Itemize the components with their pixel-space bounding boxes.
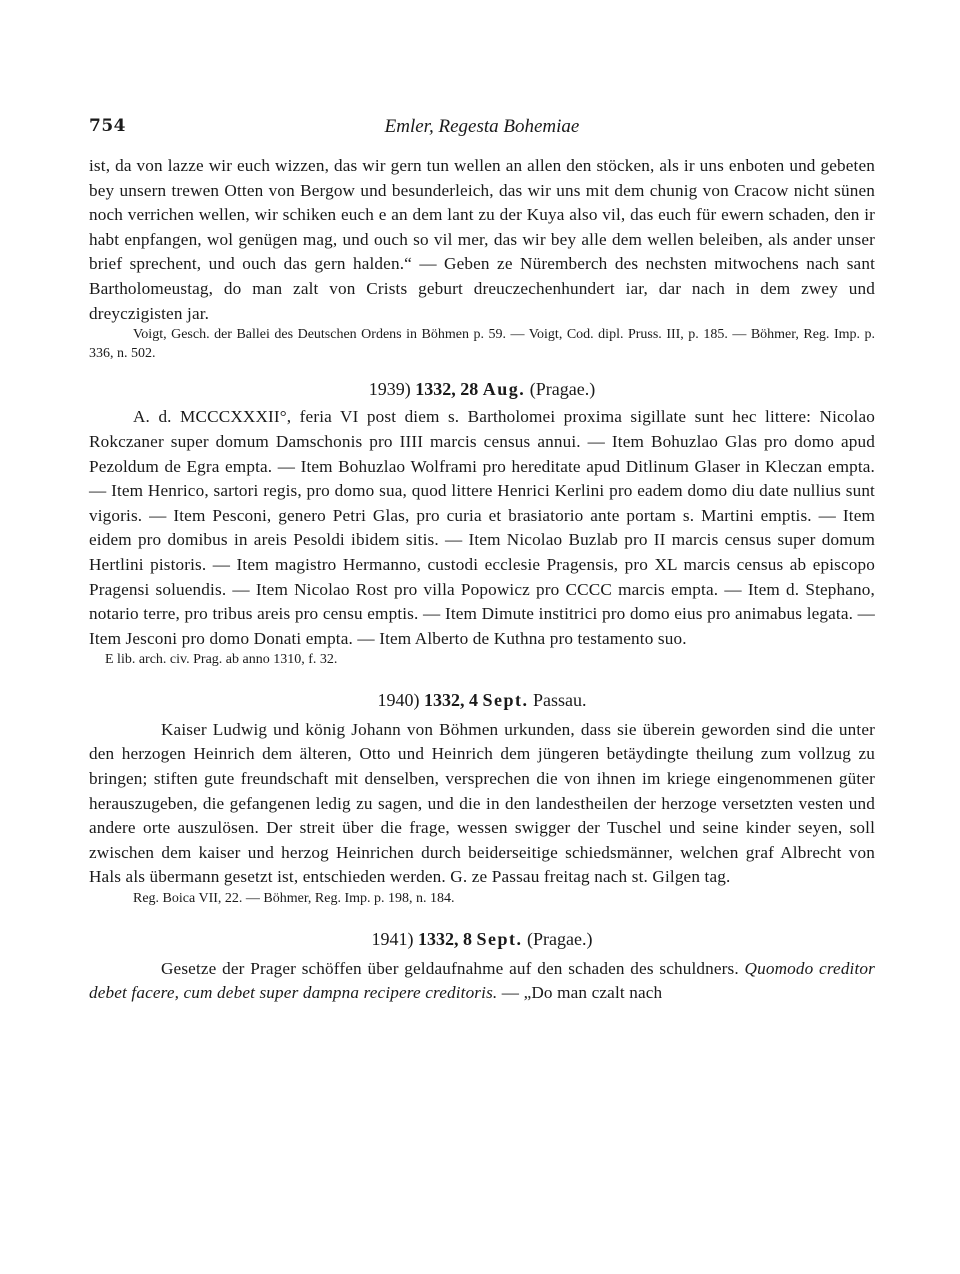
entry-1939-text: A. d. MCCCXXXII°, feria VI post diem s. Bartholomei proxima sigillate sunt hec littere: Nicolao Rokczaner super domum Damschonis pro IIII marcis census annui. — Item Bohuzlao Glas pro domo apud Pezoldum de Egra empta. — Item Bohuzlao Wolframi pro hereditate apud Ditlinum Glaser in Kleczan empta. — Item Henrico, sartori regis, pro domo sua, quod littere Henrici Kerlini pro eadem domo diu date nullius sunt vigoris. — Item Pesconi, genero Petri Glas, pro curia et brasiatorio ante portam s. Martini emptis. — Item eidem pro domibus in areis Pesoldi ibidem sitis. — Item Nicolao Buzlab pro II marcis census super domum Hertlini pistoris. — Item magistro Hermanno, custodi ecclesie Pragensis, pro XL marcis census ab episcopo Pragensi soluendis. — Item Nicolao Rost pro villa Popowicz pro CCCC marcis empta. — Item d. Stephano, notario terre, pro tribus areis pro censu emptis. — Item Dimute institrici pro domo eius pro animabus legata. — Item Jesconi pro domo Donati empta. — Item Alberto de Kuthna pro testamento suo. — [89, 407, 875, 648]
entry-number: 1939) — [368, 379, 411, 400]
entry-1941-latin-title: Quomodo creditor debet facere, cum debet super dampna recipere creditoris. — [89, 958, 875, 1003]
entry-date: 1332, 8 — [418, 928, 472, 949]
entry-1940-heading — [89, 688, 875, 712]
entry-1941-heading — [89, 927, 875, 951]
entry-1940-text: Kaiser Ludwig und könig Johann von Böhmen urkunden, dass sie überein geworden sind die unter den herzogen Heinrich dem älteren, Otto und Heinrich dem jüngeren betäydingte theilung zum vollzug zu bringen; stiften gute freundschaft mit denselben, versprechen die von ihnen im kriege eingenommenen güter herauszugeben, die gefangenen ledig zu sagen, und die in den landestheilen der herzoge versetzten vesten und andere orte auszulösen. Der streit über die frage, wessen swigger der Tuschel und seine kinder seyen, soll zwischen dem kaiser und herzog Heinrichen durch beiderseitige schiedsmänner, welchen graf Albrecht von Hals als übermann gesetzt ist, entschieden werden. G. ze Passau freitag nach st. Gilgen tag. — [89, 719, 875, 887]
entry-place: (Pragae.) — [527, 928, 593, 949]
entry-month: Aug. — [482, 379, 526, 400]
entry-month: Sept. — [476, 928, 523, 949]
entry-place: (Pragae.) — [529, 379, 596, 400]
page-header — [89, 116, 875, 144]
entry-1941-summary: Gesetze der Prager schöffen über geldaufnahme auf den schaden des schuldners. — [161, 958, 745, 978]
entry-1939-heading — [89, 377, 875, 401]
document-page — [89, 116, 875, 1006]
entry-1941-incipit: — „Do man czalt nach — [497, 983, 663, 1003]
entry-1939-note: E lib. arch. civ. Prag. ab anno 1310, f. 32. — [105, 652, 338, 668]
entry-number: 1941) — [371, 928, 414, 949]
continuation-text: ist, da von lazze wir euch wizzen, das wir gern tun wellen an allen den stöcken, als ir uns enboten und gebeten bey unsern trewen Otten von Bergow und besunderleich, das wir uns mit dem chunig von Cracow nicht sünen noch verrichen wellen, wir schiken euch e an dem lant zu der Kuya also vil, das euch für ewern schaden, den ir habt enpfangen, wol genügen mag, und ouch so vil mer, das wir bey alle dem wellen beleiben, als ander unser brief sprechent, und ouch das gern halden.“ — Geben ze Nüremberch des nechsten mitwochens nach sant Bartholomeustag, do man zalt von Crists geburt dreuczechenhundert iar, dar nach in dem zwey und dreyczigisten jar. — [89, 156, 875, 323]
entry-number: 1940) — [377, 689, 420, 710]
page-number: 754 — [89, 116, 126, 136]
entry-date: 1332, 4 — [423, 689, 478, 710]
entry-1941-text — [89, 957, 875, 1006]
continuation-note: Voigt, Gesch. der Ballei des Deutschen Ordens in Böhmen p. 59. — Voigt, Cod. dipl. Pruss. III, p. 185. — Böhmer, Reg. Imp. p. 336, n. 502. — [89, 327, 875, 361]
entry-place: Passau. — [533, 689, 587, 710]
entry-1940-note: Reg. Boica VII, 22. — Böhmer, Reg. Imp. p. 198, n. 184. — [133, 891, 455, 907]
entry-month: Sept. — [482, 689, 529, 710]
running-title: Emler, Regesta Bohemiae — [384, 116, 580, 137]
entry-date: 1332, 28 — [415, 379, 479, 400]
